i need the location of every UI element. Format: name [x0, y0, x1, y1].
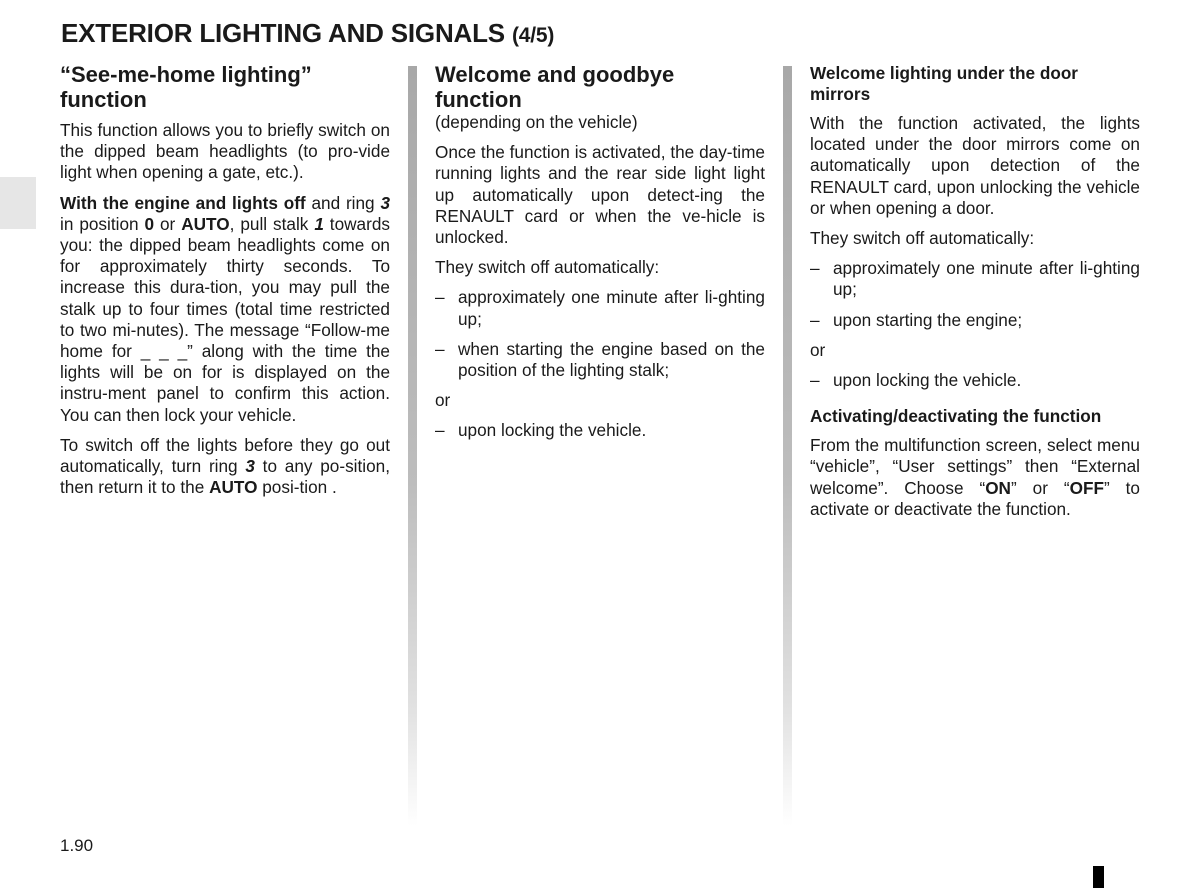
ring-number: 3: [245, 456, 255, 477]
on-label: ON: [985, 477, 1011, 498]
or-text: or: [810, 339, 826, 360]
list-item: – approximately one minute after li-ghting up;: [810, 258, 1140, 300]
list-item: – approximately one minute after li-ghting up;: [435, 287, 765, 329]
off-label: OFF: [1069, 477, 1104, 498]
section-heading-welcome-goodbye: Welcome and goodbye function: [435, 62, 675, 112]
chapter-tab: [0, 177, 36, 229]
paragraph-switch-off-intro: They switch off automatically:: [810, 228, 1035, 249]
text-run: or: [154, 213, 182, 234]
stalk-number: 1: [314, 213, 324, 234]
text-run: ” or “: [1010, 477, 1070, 498]
section-heading-activating: Activating/deactivating the function: [810, 406, 1102, 427]
text-run: ” to activate or deactivate the function.: [810, 477, 1140, 519]
paragraph-intro: This function allows you to briefly switch on the dipped beam headlights (to pro-vide light when opening a gate, etc.).: [60, 120, 390, 183]
paragraph-multifunction-screen: [810, 435, 1140, 520]
page-corner-mark: [1093, 866, 1104, 888]
column-separator: [783, 66, 792, 826]
column-door-mirrors: [810, 62, 1140, 529]
list-item: – upon starting the engine;: [810, 310, 1140, 331]
availability-note: (depending on the vehicle): [435, 112, 638, 132]
column-separator: [408, 66, 417, 826]
or-text: or: [435, 390, 451, 411]
section-heading-see-me-home: “See-me-home lighting” function: [60, 62, 312, 112]
switch-off-list-2: [435, 420, 765, 441]
paragraph-switch-off: [60, 435, 390, 499]
text-run: , pull stalk: [229, 213, 315, 234]
paragraph-engine-off: [60, 193, 390, 426]
auto-label: AUTO: [181, 213, 230, 234]
position-zero: 0: [144, 213, 155, 234]
text-run: to any po-sition, then return it to the: [60, 456, 390, 498]
column-welcome-goodbye: [435, 62, 765, 451]
text-run: posi-tion .: [257, 477, 337, 498]
page-title: [61, 18, 554, 49]
list-item: – when starting the engine based on the position of the lighting stalk;: [435, 339, 765, 381]
ring-number: 3: [380, 192, 390, 213]
list-item: – upon locking the vehicle.: [810, 370, 1140, 391]
auto-label: AUTO: [209, 477, 258, 498]
page-part: (4/5): [511, 24, 555, 47]
paragraph-mirror-lights: With the function activated, the lights located under the door mirrors come on automatically upon detection of the RENAULT card, upon unlocking the vehicle or when opening a door.: [810, 113, 1140, 218]
page-number: 1.90: [60, 836, 94, 855]
section-heading-door-mirrors: Welcome lighting under the door mirrors: [810, 63, 1079, 104]
bold-engine-off: With the engine and lights off: [60, 192, 306, 213]
page-title-text: EXTERIOR LIGHTING AND SIGNALS: [61, 18, 505, 48]
switch-off-list-2: [810, 370, 1140, 391]
switch-off-list: [435, 287, 765, 381]
paragraph-switch-off-intro: They switch off automatically:: [435, 257, 660, 278]
paragraph-activation: Once the function is activated, the day-time running lights and the rear side light light up automatically upon detect-ing the RENAULT card or when the ve-hicle is unlocked.: [435, 142, 765, 248]
text-run: in position: [60, 213, 145, 234]
column-see-me-home: [60, 62, 390, 507]
list-item: – upon locking the vehicle.: [435, 420, 765, 441]
text-run: towards you: the dipped beam headlights come on for approximately thirty seconds. To increase this dura-tion, you may pull the stalk up to four times (total time restricted to two mi-nutes). The message “Follow-me home for _ _ _” along with the time the lights will be on for is displayed on the instru-ment panel to confirm this action. You can then lock your vehicle.: [60, 213, 390, 425]
text-run: From the multifunction screen, select menu “vehicle”, “User settings” then “External welcome”. Choose “: [810, 435, 1140, 498]
text-run: and ring: [305, 192, 381, 213]
switch-off-list: [810, 258, 1140, 331]
text-run: To switch off the lights before they go out automatically, turn ring: [60, 434, 390, 477]
